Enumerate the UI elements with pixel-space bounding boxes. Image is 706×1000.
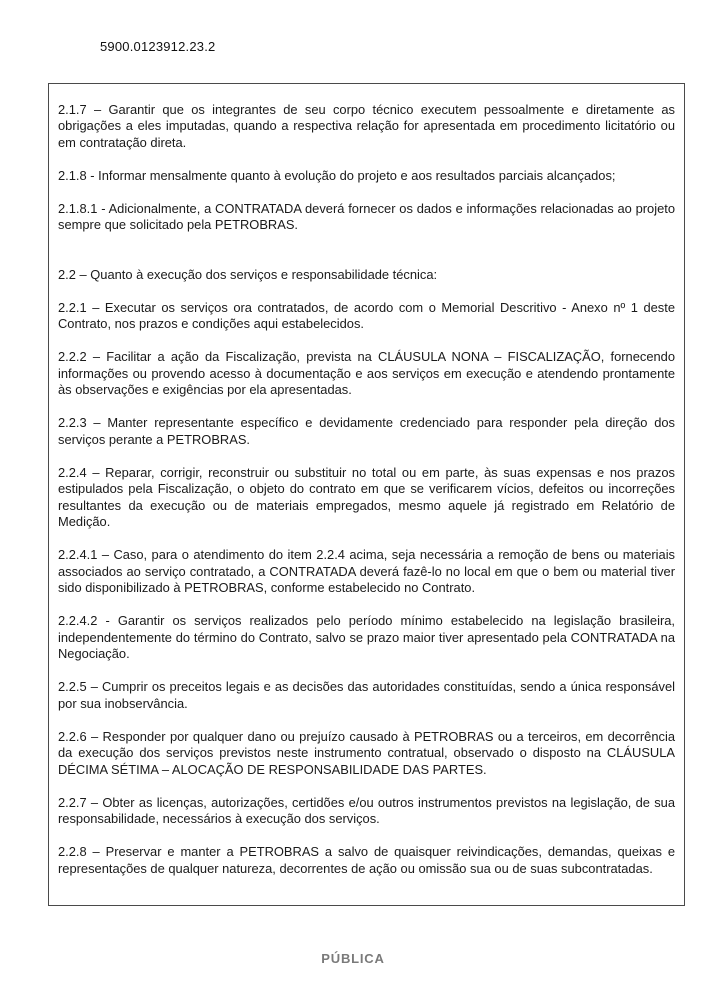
- clause-2-2-5: 2.2.5 – Cumprir os preceitos legais e as decisões das autoridades constituídas, sendo a única responsável por sua inobservância.: [58, 679, 675, 711]
- document-number: 5900.0123912.23.2: [100, 39, 216, 54]
- clause-2-2-7: 2.2.7 – Obter as licenças, autorizações, certidões e/ou outros instrumentos previstos na legislação, de sua responsabilidade, necessários à execução dos serviços.: [58, 794, 675, 826]
- clause-2-2-4: 2.2.4 – Reparar, corrigir, reconstruir ou substituir no total ou em parte, às suas expensas e nos prazos estipulados pela Fiscalização, o objeto do contrato em que se verificarem vícios, defeitos ou incorreções resultantes da execução ou de materiais empregados, mesmo aquele já registrado em Relatório de Medição.: [58, 464, 675, 529]
- clause-2-1-7: 2.1.7 – Garantir que os integrantes de seu corpo técnico executem pessoalmente e diretamente as obrigações a eles imputadas, quando a respectiva relação for apresentada em procedimento licitatório ou em contratação direta.: [58, 101, 675, 150]
- clause-2-2-3: 2.2.3 – Manter representante específico e devidamente credenciado para responder pela direção dos serviços perante a PETROBRAS.: [58, 415, 675, 447]
- clause-2-2-4-1: 2.2.4.1 – Caso, para o atendimento do item 2.2.4 acima, seja necessária a remoção de bens ou materiais associados ao serviço contratado, a CONTRATADA deverá fazê-lo no local em que o bem ou material tiver sido disponibilizado à PETROBRAS, conforme estabelecido no Contrato.: [58, 547, 675, 595]
- clause-2-2: 2.2 – Quanto à execução dos serviços e responsabilidade técnica:: [58, 266, 438, 282]
- clause-2-1-8-1: 2.1.8.1 - Adicionalmente, a CONTRATADA deverá fornecer os dados e informações relacionadas ao projeto sempre que solicitado pela PETROBRAS.: [58, 200, 675, 232]
- clause-2-1-8: 2.1.8 - Informar mensalmente quanto à evolução do projeto e aos resultados parciais alcançados;: [58, 167, 616, 183]
- clause-2-2-4-2: 2.2.4.2 - Garantir os serviços realizados pelo período mínimo estabelecido na legislação brasileira, independentemente do término do Contrato, salvo se prazo maior tiver apresentado pela CONTRATADA na Negociação.: [58, 613, 675, 661]
- contract-clauses-box: [48, 83, 685, 906]
- clause-2-2-2: 2.2.2 – Facilitar a ação da Fiscalização, prevista na CLÁUSULA NONA – FISCALIZAÇÃO, fornecendo informações ou provendo acesso à documentação e aos serviços em execução e atendendo prontamente às observações e exigências por ela apresentadas.: [58, 349, 675, 397]
- clause-2-2-6: 2.2.6 – Responder por qualquer dano ou prejuízo causado à PETROBRAS ou a terceiros, em decorrência da execução dos serviços previstos neste instrumento contratual, observado o disposto na CLÁUSULA DÉCIMA SÉTIMA – ALOCAÇÃO DE RESPONSABILIDADE DAS PARTES.: [58, 728, 675, 777]
- clause-2-2-1: 2.2.1 – Executar os serviços ora contratados, de acordo com o Memorial Descritivo - Anexo nº 1 deste Contrato, nos prazos e condições aqui estabelecidos.: [58, 299, 675, 331]
- clause-2-2-8: 2.2.8 – Preservar e manter a PETROBRAS a salvo de quaisquer reivindicações, demandas, queixas e representações de qualquer natureza, decorrentes de ação ou omissão sua ou de suas subcontratadas.: [58, 844, 675, 876]
- classification-label: PÚBLICA: [321, 951, 385, 966]
